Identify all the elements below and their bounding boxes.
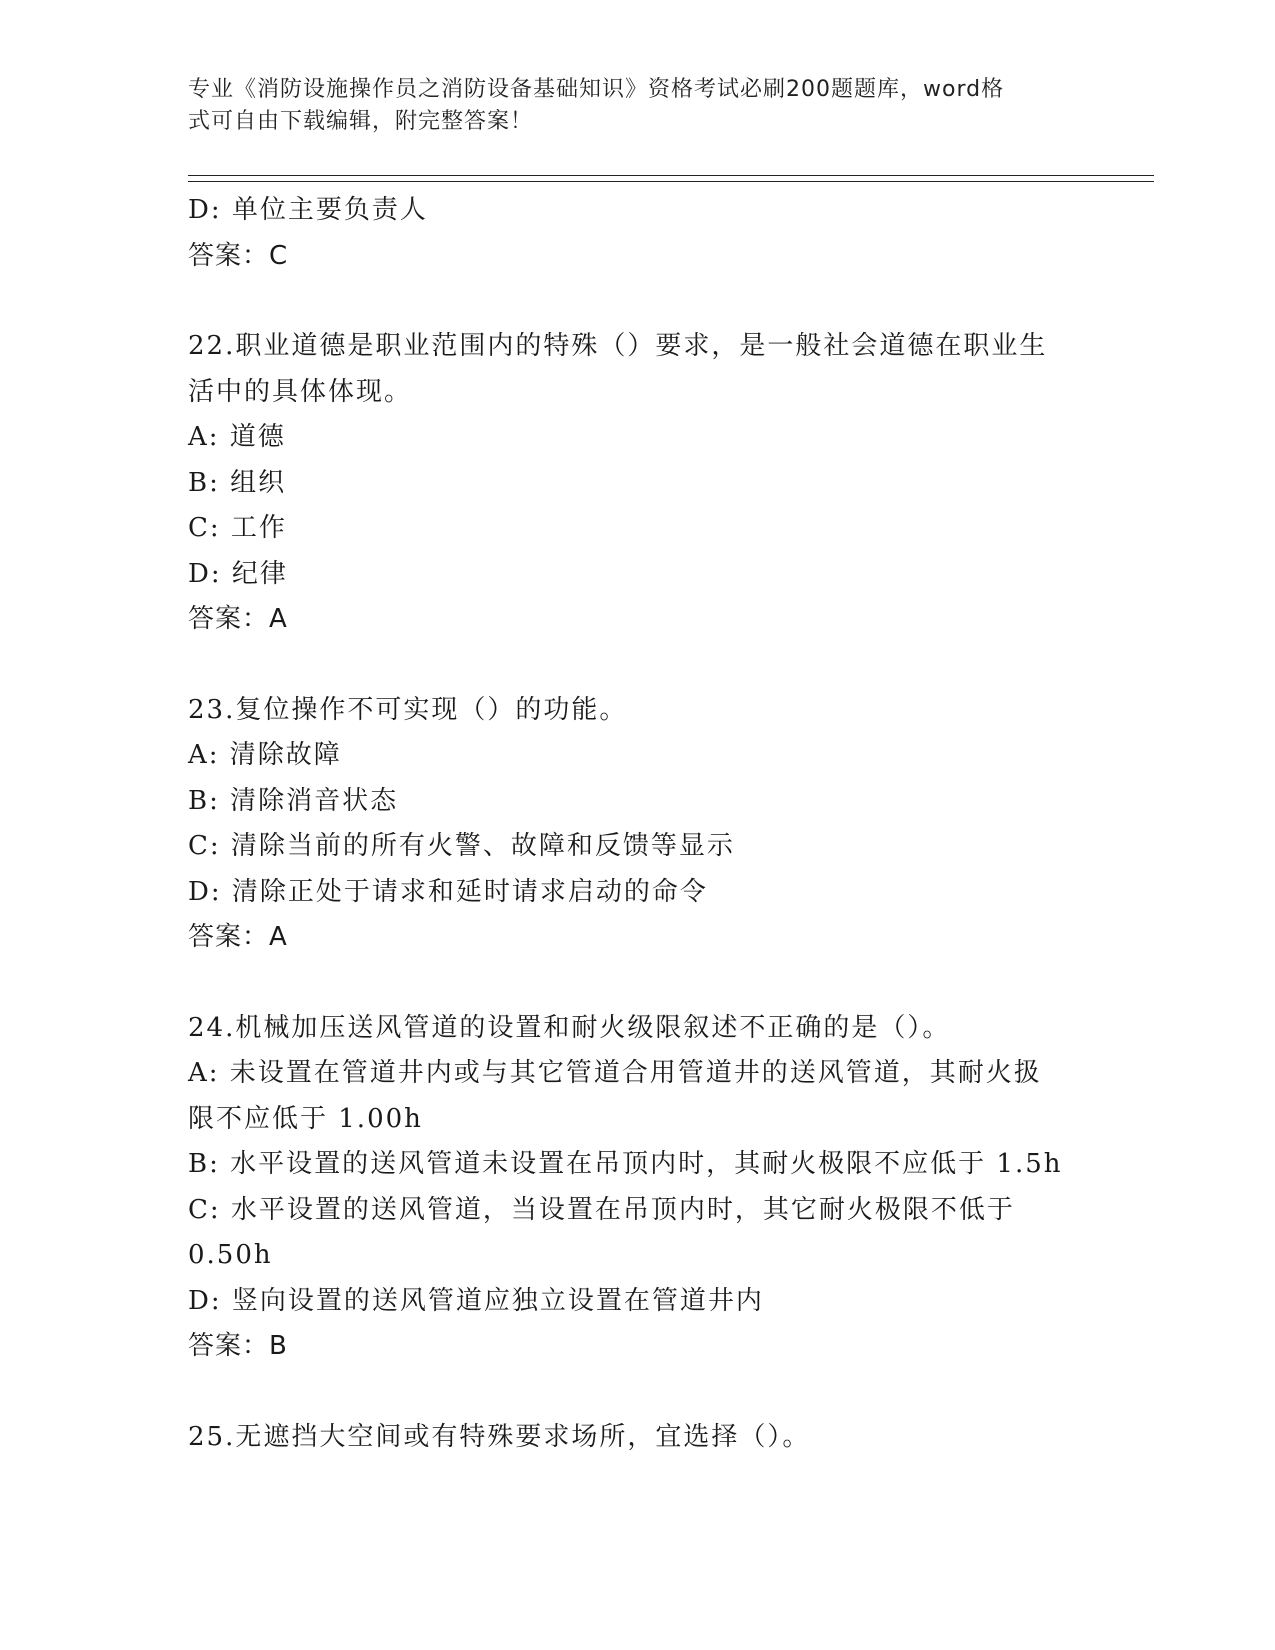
- header-rule-bottom: [188, 181, 1154, 182]
- option-b: B: 清除消音状态: [188, 785, 399, 816]
- option-b: B: 水平设置的送风管道未设置在吊顶内时，其耐火极限不应低于 1.5h: [188, 1149, 1063, 1179]
- question-stem-line-1: 22.职业道德是职业范围内的特殊（）要求，是一般社会道德在职业生: [188, 331, 1048, 361]
- question-stem-line-1: 23.复位操作不可实现（）的功能。: [188, 694, 628, 725]
- option-a-line-1: A: 未设置在管道井内或与其它管道合用管道井的送风管道，其耐火扱: [188, 1058, 1042, 1088]
- answer-line: 答案：A: [188, 922, 288, 952]
- option-c-line-1: C: 水平设置的送风管道，当设置在吊顶内时，其它耐火极限不低于: [188, 1194, 1015, 1225]
- question-21-fragment: [188, 188, 1088, 279]
- document-header: [188, 74, 1068, 138]
- header-line-1: 专业《消防设施操作员之消防设备基础知识》资格考试必刷200题题库，word格: [188, 77, 1005, 102]
- question-23: [188, 688, 1088, 961]
- option-d: D: 纪律: [188, 558, 288, 589]
- option-d: D: 单位主要负责人: [188, 195, 428, 225]
- option-d: D: 清除正处于请求和延时请求启动的命令: [188, 876, 708, 907]
- option-c-line-2: 0.50h: [188, 1240, 273, 1270]
- question-22: [188, 324, 1088, 643]
- option-d: D: 竖向设置的送风管道应独立设置在管道井内: [188, 1285, 764, 1316]
- question-stem-line-2: 活中的具体体现。: [188, 376, 413, 407]
- question-stem-line-1: 25.无遮挡大空间或有特殊要求场所，宜选择（）。: [188, 1421, 811, 1452]
- answer-line: 答案：B: [188, 1331, 288, 1361]
- spacer: [188, 961, 1088, 1006]
- question-25: [188, 1415, 1088, 1461]
- document-body: [188, 188, 1088, 1460]
- option-b: B: 组织: [188, 467, 287, 498]
- header-rule-top: [188, 175, 1154, 176]
- option-a: A: 清除故障: [188, 740, 342, 770]
- option-a-line-2: 限不应低于 1.00h: [188, 1103, 423, 1134]
- header-line-2: 式可自由下载编辑，附完整答案！: [188, 109, 534, 134]
- option-c: C: 工作: [188, 513, 287, 543]
- question-24: [188, 1006, 1088, 1370]
- spacer: [188, 279, 1088, 324]
- answer-line: 答案：C: [188, 240, 289, 271]
- option-a: A: 道德: [188, 422, 286, 452]
- spacer: [188, 1370, 1088, 1415]
- option-c: C: 清除当前的所有火警、故障和反馈等显示: [188, 831, 735, 861]
- answer-line: 答案：A: [188, 604, 288, 634]
- question-stem-line-1: 24.机械加压送风管道的设置和耐火级限叙述不正确的是（）。: [188, 1012, 951, 1043]
- spacer: [188, 643, 1088, 688]
